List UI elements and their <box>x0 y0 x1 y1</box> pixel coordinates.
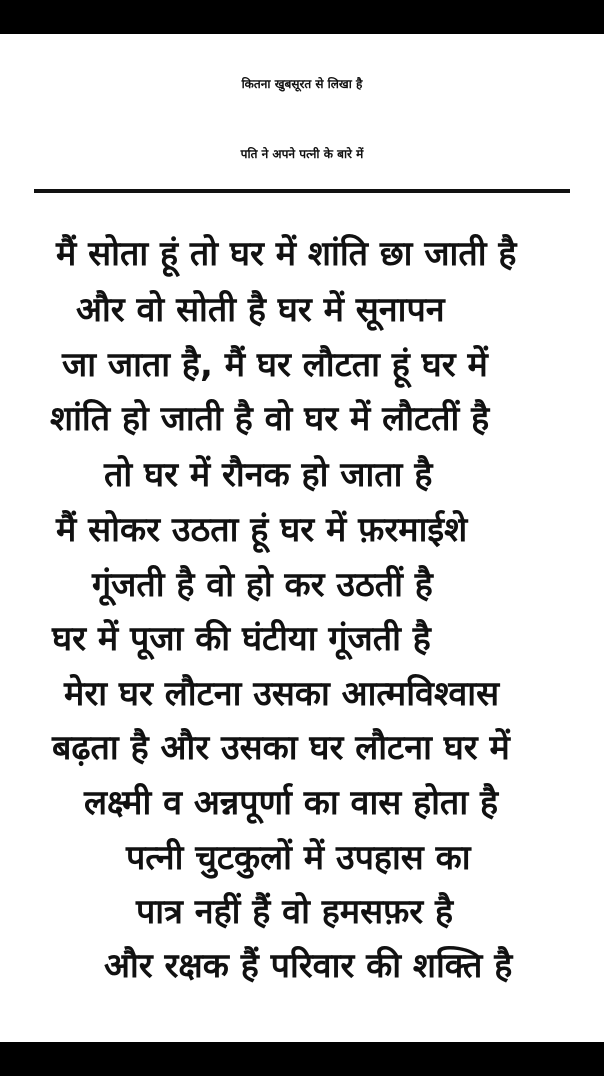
poem-line-8: घर में पूजा की घंटीया गूंजती है <box>52 619 431 659</box>
poem-line-6: मैं सोकर उठता हूं घर में फ़रमाईशे <box>56 510 468 550</box>
poem-line-14: और रक्षक हैं परिवार की शक्ति है <box>104 946 513 986</box>
poem-line-1: मैं सोता हूं तो घर में शांति छा जाती है <box>56 234 517 274</box>
poem-line-11: लक्ष्मी व अन्नपूर्णा का वास होता है <box>84 783 499 823</box>
bottom-black-bar <box>0 1042 604 1076</box>
poem-line-5: तो घर में रौनक हो जाता है <box>104 455 433 495</box>
document-page <box>0 34 604 1042</box>
poem-line-4: शांति हो जाती है वो घर में लौटतीं है <box>50 399 490 439</box>
title-line-1: कितना खुबसूरत से लिखा है <box>241 77 363 91</box>
poem-line-3: जा जाता है, मैं घर लौटता हूं घर में <box>62 345 488 385</box>
title-underline <box>34 189 570 193</box>
poem-line-13: पात्र नहीं हैं वो हमसफ़र है <box>136 892 454 932</box>
top-black-bar <box>0 0 604 34</box>
poem-line-10: बढ़ता है और उसका घर लौटना घर में <box>52 728 510 768</box>
title-line-2: पति ने अपने पत्नी के बारे में <box>240 147 364 161</box>
poem-line-7: गूंजती है वो हो कर उठतीं है <box>92 565 433 605</box>
poem-line-9: मेरा घर लौटना उसका आत्मविश्वास <box>64 674 500 714</box>
poem-line-2: और वो सोती है घर में सूनापन <box>76 290 445 330</box>
poem-line-12: पत्नी चुटकुलों में उपहास का <box>126 838 471 878</box>
